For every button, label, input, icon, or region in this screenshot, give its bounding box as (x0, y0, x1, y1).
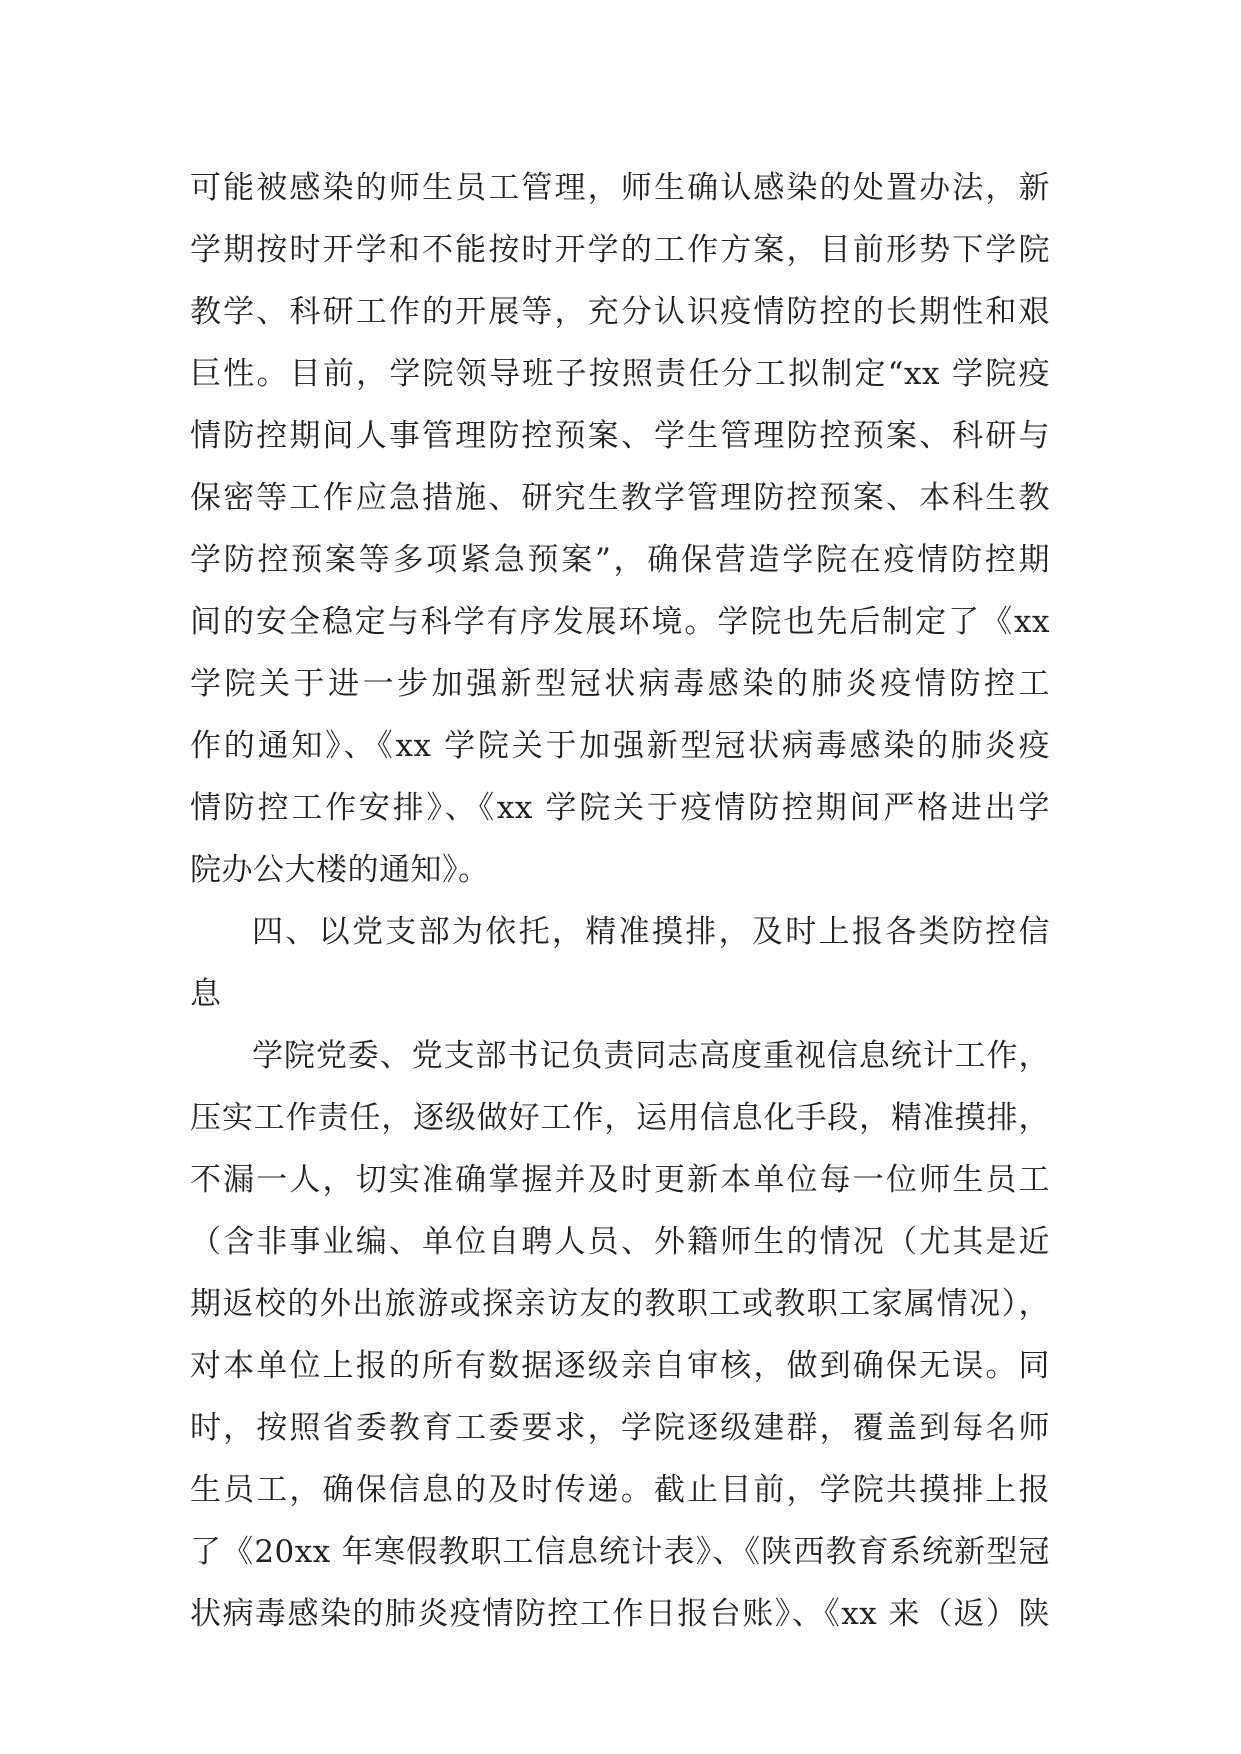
text-line: 学期按时开学和不能按时开学的工作方案，目前形势下学院 (190, 232, 1050, 268)
text-line: （含非事业编、单位自聘人员、外籍师生的情况（尤其是近 (190, 1224, 1050, 1260)
text-line: 了《20xx 年寒假教职工信息统计表》、《陕西教育系统新型冠 (190, 1534, 1050, 1570)
text-line: 情防控期间人事管理防控预案、学生管理防控预案、科研与 (190, 418, 1050, 454)
text-line: 生员工，确保信息的及时传递。截止目前，学院共摸排上报 (190, 1472, 1050, 1508)
text-line: 对本单位上报的所有数据逐级亲自审核，做到确保无误。同 (190, 1348, 1050, 1384)
section-heading-continued: 息 (190, 976, 222, 1012)
text-line: 院办公大楼的通知》。 (190, 852, 490, 888)
text-line: 时，按照省委教育工委要求，学院逐级建群，覆盖到每名师 (190, 1410, 1050, 1446)
text-line: 间的安全稳定与科学有序发展环境。学院也先后制定了《xx (190, 604, 1050, 640)
text-line: 保密等工作应急措施、研究生教学管理防控预案、本科生教 (190, 480, 1050, 516)
text-line: 不漏一人，切实准确掌握并及时更新本单位每一位师生员工 (190, 1162, 1050, 1198)
text-line: 期返校的外出旅游或探亲访友的教职工或教职工家属情况）， (190, 1286, 1050, 1322)
text-line: 教学、科研工作的开展等，充分认识疫情防控的长期性和艰 (190, 294, 1050, 330)
text-line: 作的通知》、《xx 学院关于加强新型冠状病毒感染的肺炎疫 (190, 728, 1050, 764)
text-line: 可能被感染的师生员工管理，师生确认感染的处置办法，新 (190, 170, 1050, 206)
text-line: 情防控工作安排》、《xx 学院关于疫情防控期间严格进出学 (190, 790, 1050, 826)
text-line: 状病毒感染的肺炎疫情防控工作日报台账》、《xx 来（返）陕 (190, 1596, 1050, 1632)
section-heading: 四、以党支部为依托，精准摸排，及时上报各类防控信 (252, 914, 1050, 950)
text-line: 学防控预案等多项紧急预案”，确保营造学院在疫情防控期 (190, 542, 1050, 578)
text-line: 巨性。目前，学院领导班子按照责任分工拟制定“xx 学院疫 (190, 356, 1050, 392)
text-line: 压实工作责任，逐级做好工作，运用信息化手段，精准摸排， (190, 1100, 1050, 1136)
text-line: 学院党委、党支部书记负责同志高度重视信息统计工作， (252, 1038, 1050, 1074)
body-text (190, 157, 1050, 1645)
text-line: 学院关于进一步加强新型冠状病毒感染的肺炎疫情防控工 (190, 666, 1050, 702)
